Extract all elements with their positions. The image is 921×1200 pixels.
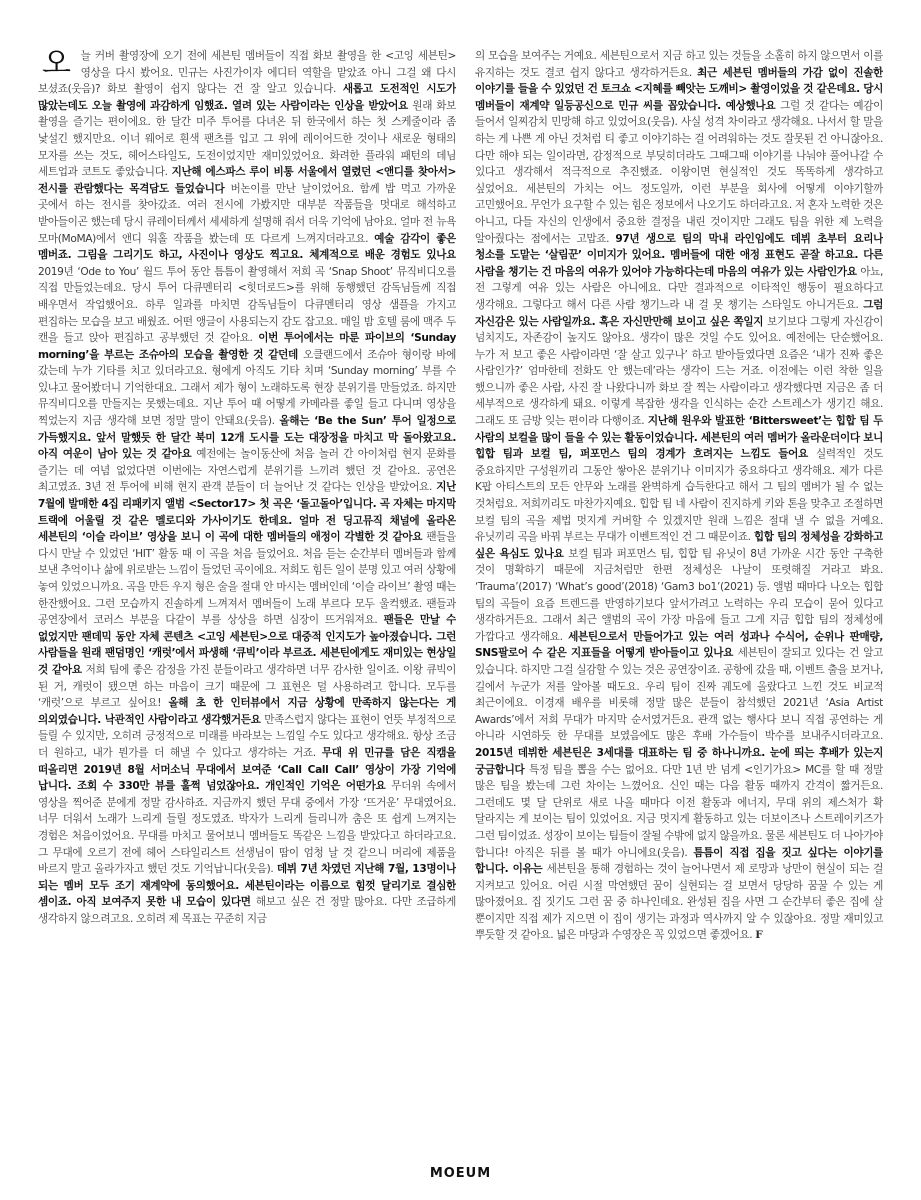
drop-cap: 오 — [42, 48, 71, 81]
interview-answer: 세븐틴을 통해 경험하는 것이 늘어나면서 제 로망과 낭만이 현실이 되는 걸 지켜보고 있어요. 어린 시절 막연했던 꿈이 실현되는 걸 보면서 당당하 꿈꿀 수 있는 게 많아졌어요. 집 짓기도 그런 꿈 중 하나인데요. 완성된 집을 사면 그 순간부터 좋은 집에 살 뿐이지만 직접 제가 지으면 이 집이 생기는 과정과 역사까지 알 수 있잖아요. 정말 재미있고 뿌듯할 것 같아요. 넓은 마당과 수영장은 꼭 있었으면 좋겠어요. — [475, 863, 883, 942]
interview-answer: 저희 팀에 좋은 감정을 가진 분들이라고 생각하면 너무 감사한 일이죠. 이왕 큐빅이 된 거, 캐럿이 됐으면 하는 마음이 크기 때문에 그 표현은 덜 사용하려고 합니다. 모두를 ‘캐럿’으로 부르고 싶어요! — [38, 663, 456, 710]
interview-question: 세븐틴으로서 만들어가고 있는 여러 성과나 수식어, 순위나 판매량, SNS팔로어 수 같은 지표들을 어떻게 받아들이고 있나요 — [475, 630, 883, 660]
interview-answer: 늘 커버 촬영장에 오기 전에 세븐틴 멤버들이 직접 화보 촬영을 한 <고잉 세븐틴> 영상을 다시 봤어요. 민규는 사진가이자 에디터 역할을 맡았죠 — [80, 50, 456, 79]
interview-answer: 보기보다 그렇게 자신감이 넘치지도, 자존감이 높지도 않아요. 생각이 많은 것일 수도 있어요. 예전에는 단순했어요. 누가 저 보고 좋은 사람이라면 ‘잘 살고 있구나’ 하고 받아들였다면 요즘은 ‘내가 진짜 좋은 사람인가?’ 엄마한테 전화도 안 했는데’라는 생각이 드는 거죠. 이전에는 이런 착한 일을 했으니까 좋은 사람, 사진 잘 나왔다니까 화보 잘 찍는 사람이라고 생각했다면 지금은 좀 더 세부적으로 생각하게 돼요. 이렇게 복잡한 생각을 인식하는 순간 스트레스가 생기긴 해요. 그래도 또 금방 잊는 편이라 다행이죠. — [475, 315, 883, 428]
interview-question: 데뷔 7년 차였던 지난해 7월, 13명이나 되는 멤버 모두 조기 재계약에 동의했어요. 세븐틴이라는 이름으로 힘껏 달리기로 결심한 셈이죠. 아직 보여주지 못한 내 모습이 있다면 — [38, 863, 456, 909]
interview-question: 최근 세븐틴 멤버들의 가감 없이 진솔한 이야기를 들을 수 있었던 건 토크쇼 <지혜를 빼앗는 도깨비> 촬영이었을 것 같은데요. 당시 멤버들이 재계약 일등공신으로 민규 씨를 꼽았습니다. 예상했나요 — [475, 66, 883, 112]
interview-question: 새롭고 도전적인 시도가 많았는데도 오늘 촬영에 과감하게 임했죠. 열려 있는 사람이라는 인상을 받았어요 — [38, 83, 456, 112]
interview-answer: 세븐틴이 잘되고 있다는 건 알고 있습니다. 하지만 그걸 실감할 수 있는 것은 공연장이죠. 공항에 갔을 때, 이벤트 출을 보거나, 길에서 누군가 저를 알아볼 때도요. 우리 팀이 진짜 궤도에 올랐다고 느낀 것도 비교적 최근이에요. 이경재 배우를 비롯해 정말 많은 분들이 참석했던 2021년 ‘Asia Artist Awards’에서 저희 무대가 마지막 순서였거든요. 관객 없는 행사다 보니 직접 공연하는 게 아니라 시연하듯 한 무대를 보였음에도 많은 후배 가수들이 박수를 보내주시더라고요. — [475, 647, 883, 743]
interview-question: 지난해 에스파스 루이 비통 서울에서 열렸던 <앤디를 찾아서> 전시를 관람했다는 목격담도 들었습니다 — [38, 166, 456, 195]
interview-question: 2015년 데뷔한 세븐틴은 3세대를 대표하는 팀 중 하나니까요. 눈에 띄는 후배가 있는지 궁금합니다 — [475, 746, 883, 776]
article-column-right — [475, 48, 883, 1166]
interview-answer: 무더위 속에서 영상을 찍어준 분에게 정말 감사하죠. 지금까지 했던 무대 중에서 가장 ‘뜨거운’ 무대였어요. 너무 더워서 노래가 느리게 들릴 정도였죠. 박자가 느리게 들리니까 춤은 또 쉽게 느껴지는 경험은 처음이었어요. 무대를 마치고 물어보니 멤버들도 똑같은 느낌을 받았다고 하더라고요. 그 무대에 오르기 전에 헤어 스타일리스트 선생님이 땀이 엄청 날 것 같으니 머리에 제품을 바르지 말고 올라가자고 했던 것도 기억납니다(웃음). — [38, 780, 456, 876]
interview-question: 97년 생으로 팀의 막내 라인임에도 데뷔 초부터 요리나 청소를 도맡는 ‘살림꾼’ 이미지가 있어요. 멤버들에 대한 애정 표현도 곧잘 하고요. 다른 사람을 챙기는 건 마음의 여유가 있어야 가능하다는데 마음의 여유가 있는 사람인가요 — [475, 232, 883, 278]
interview-answer: 보컬 팀과 퍼포먼스 팀, 힙합 팀 유닛이 8년 가까운 시간 동안 구축한 것이 명확하기 때문에 지금처럼만 한편 정체성은 나날이 또렷해질 거라고 봐요. ‘Trauma’(2017) ‘What’s good’(2018) ‘Gam3 bo1’(2021) 등. 앨범 때마다 나오는 힙합 팀의 곡들이 요즘 트렌드를 반영하기보다 앞서가려고 노력하는 우리 모습이 묻어 있다고 생각하거든요. 그래서 최근 앨범의 곡이 가장 마음에 들고 그게 지금 힙합 팀의 정체성에 가깝다고 생각해요. — [475, 547, 883, 643]
interview-answer: 원래 화보 촬영을 즐기는 편이에요. 한 달간 미주 투어를 다녀온 뒤 한국에서 하는 첫 스케줄이라 좀 낯설긴 했지만요. 이너 웨어로 흰색 팬츠를 입고 그 위에 레이어드한 것이나 새로운 형태의 모자를 쓰는 것도, 헤어스타일도, 도전이었지만 재미있었어요. 화려한 플라워 패턴의 데님 세트업과 코트도 좋았습니다. — [38, 99, 456, 179]
interview-question: 지난 7월에 발매한 4집 리패키지 앨범 <Sector17> 첫 곡은 ‘돌고돌아’입니다. 곡 자체는 마지막 트랙에 어울릴 것 같은 멜로디와 가사이기도 한데요. 얼마 전 딩고뮤직 채널에 올라온 세븐틴의 ‘이슬 라이브’ 영상을 보니 이 곡에 대한 멤버들의 애정이 각별한 것 같아요 — [38, 481, 456, 544]
interview-question: 지난해 원우와 발표한 ‘Bittersweet’는 힙합 팀 두 사람의 보컬을 많이 들을 수 있는 활동이었습니다. 세븐틴의 여러 멤버가 올라운더이다 보니 힙합 팀과 보컬 팀, 퍼포먼스 팀의 경계가 흐려지는 느낌도 들어요 — [475, 415, 883, 461]
end-mark: F — [755, 929, 763, 942]
interview-answer: 만족스럽지 않다는 표현이 언뜻 부정적으로 들릴 수 있지만, 오히려 긍정적으로 미래를 바라보는 느낌일 수도 있다고 생각해요. 항상 조금 더 원하고, 내가 뭔가를 더 해낼 수 있다고 생각하는 거죠. — [38, 713, 456, 759]
interview-answer: 버논이를 만난 날이었어요. 함께 밥 먹고 가까운 곳에서 하는 전시를 찾아갔죠. 여러 전시에 가봤지만 대부분 작품들을 멋대로 해석하고 받아들이곤 했는데 당시 큐레이터께서 세세하게 설명해 줘서 더욱 기억에 남아요. 얼마 전 뉴욕 모마(MoMA)에서 앤디 워홀 작품을 봤는데 또 다르게 느껴지더라고요. — [38, 182, 456, 245]
interview-question: 예술 감각이 좋은 멤버죠. 그림을 그리기도 하고, 사진이나 영상도 찍고요. 체계적으로 배운 경험도 있나요 — [38, 232, 456, 262]
interview-question: 틈틈이 직접 집을 짓고 싶다는 이야기를 합니다. 이유는 — [475, 846, 883, 876]
interview-answer: 특정 팀을 뽑을 수는 없어요. 다만 1년 반 넘게 <인기가요> MC를 할 때 정말 많은 팀을 봤는데 그런 차이는 느꼈어요. 신인 때는 다음 활동 때까지 간격이 짧거든요. 그런데도 몇 달 단위로 새로 나올 때마다 이전 활동과 에너지, 무대 위의 제스처가 확 달라지는 게 보이는 팀이 있었어요. 지금 멋지게 활동하고 있는 더보이즈나 스트레이키즈가 그런 팀이었죠. 성장이 보이는 팀들이 잘될 수밖에 없지 않을까요. 물론 세븐틴도 더 나아가야 합니다! 아직은 뒤를 볼 때가 아니에요(웃음). — [475, 763, 883, 859]
interview-question: 올해 초 한 인터뷰에서 지금 상황에 만족하지 않는다는 게 의외였습니다. 낙관적인 사람이라고 생각했거든요 — [38, 697, 456, 726]
interview-question: 이번 투어에서는 마룬 파이브의 ‘Sunday morning’을 부르는 조슈아의 모습을 촬영한 것 같던데 — [38, 332, 456, 361]
interview-question: 팬들은 만날 수 없었지만 팬데믹 동안 자체 콘텐츠 <고잉 세븐틴>으로 대중적 인지도가 높아졌습니다. 그런 사람들을 원래 팬덤명인 ‘캐럿’에서 파생해 ‘큐빅’이라 부르죠. 세븐틴에게도 재미있는 현상일 것 같아요 — [38, 614, 456, 676]
interview-question: 그럼 자신감은 있는 사람일까요. 혹은 자신만만해 보이고 싶은 쪽일지 — [475, 298, 883, 328]
interview-answer: 아뇨, 전 그렇게 여유 있는 사람은 아니에요. 다만 결과적으로 이타적인 행동이 필요하다고 생각해요. 그렇다고 해서 다른 사람 챙기느라 내 걸 못 챙기는 스타일도 아니거든요. — [475, 265, 883, 311]
interview-answer: 의 모습을 보여주는 거예요. 세븐틴으로서 지금 하고 있는 것들을 소홀히 하지 않으면서 이를 유지하는 것도 결코 쉽지 않다고 생각하거든요. — [475, 50, 883, 79]
interview-question: 올해는 ‘Be the Sun’ 투어 일정으로 가득했지요. 앞서 말했듯 한 달간 북미 12개 도시를 도는 대장정을 마치고 막 돌아왔고요. 아직 여운이 남아 있는 것 같아요 — [38, 415, 456, 461]
interview-answer: 오클랜드에서 조슈아 형이랑 바에 갔는데 누가 기타를 치고 있더라고요. 형에게 아직도 기타 치며 ‘Sunday morning’ 부를 수 있냐고 물어봤더니 기억한대요. 그래서 제가 형이 노래하도록 현장 분위기를 만들었죠. 하지만 뮤직비디오를 만들지는 못했는데요. 지난 투어 때 어떻게 카메라를 좋일 들고 다니며 영상을 찍었는지 지금 생각해 보면 정말 말이 안돼요(웃음). — [38, 348, 456, 428]
interview-answer: 해보고 싶은 건 정말 많아요. 다만 조급하게 생각하지 않으려고요. 오히려 제 목표는 꾸준히 지금 — [38, 896, 456, 925]
interview-question: 무대 위 민규를 담은 직캠을 떠올리면 2019년 8월 서머소닉 무대에서 보여준 ‘Call Call Call’ 영상이 가장 기억에 납니다. 조회 수 330만 뷰를 훌쩍 넘었잖아요. 개인적인 기억은 어떤가요 — [38, 746, 456, 793]
footer-brand-logo: MOEUM — [429, 1166, 492, 1181]
interview-answer: 아니 그걸 왜 다시 보셨죠(웃음)? 화보 촬영이 쉽지 않다는 건 잘 알고 있습니다. — [38, 66, 456, 96]
article-column-left — [38, 48, 456, 1166]
interview-question: 힙합 팀의 정체성을 강화하고 싶은 욕심도 있나요 — [475, 531, 883, 560]
interview-answer: 2019년 ‘Ode to You’ 월드 투어 동안 틈틈이 촬영해서 저희 곡 ‘Snap Shoot’ 뮤직비디오를 직접 만들었는데요. 당시 투어 다큐멘터리 <힛더로드>를 위해 동행했던 감독님들께 직접 배우면서 작업했어요. 하루 일과를 마치면 감독님들이 다큐멘터리 영상 샘플을 가지고 편집하는 모습을 보고 배웠죠. 어떤 앵글이 사용되는지 감도 잡고요. 매일 밤 호텔 룸에 맥주 두 캔을 들고 앉아 편집하고 공부했던 것 같아요. — [38, 265, 456, 345]
interview-answer: 실력적인 것도 중요하지만 구성원끼리 그동안 쌓아온 분위기나 이미지가 중요하다고 생각해요. 제가 다른 K팝 아티스트의 모든 안무와 노래를 완벽하게 습득한다고 해서 그 팀의 멤버가 될 수 없는 것처럼요. 저희끼리도 마찬가지예요. 힙합 팀 네 사람이 진지하게 키와 톤을 맞추고 조절하면 보컬 팀의 곡을 제법 멋지게 커버할 수 있겠지만 원래 느낌은 절대 낼 수 없을 거예요. 유닛끼리 곡을 바꿔 부르는 무대가 이벤트적인 건 그 때문이죠. — [475, 448, 883, 544]
interview-answer: 예전에는 놀이동산에 처음 놀러 간 아이처럼 현지 문화를 즐기는 데 여념 없었다면 이번에는 자연스럽게 분위기를 느끼려 했던 것 같아요. 공연은 최고였죠. 3년 전 투어에 비해 현지 관객 분들이 더 늘어난 것 같다는 인상을 받았어요. — [38, 448, 456, 494]
interview-answer: 그럴 것 같다는 예감이 들어서 일찌감치 민망해 하고 있었어요(웃음). 사실 성격 차이라고 생각해요. 나서서 할 말을 하는 게 나쁜 게 아닌 것처럼 티 좋고 이야기하는 걸 어려워하는 것도 잘못된 건 아니잖아요. 다만 해야 되는 일이라면, 감정적으로 부딪히더라도 그때그때 이야기를 나눠야 풀어나갈 수 있다고 생각해서 적극적으로 추진했죠. 이왕이면 현실적인 것도 똑똑하게 생각하고 싶었어요. 세븐틴의 가치는 어느 정도일까, 이런 부분을 회사에 어떻게 이야기할까 고민했어요. 무언가 요구할 수 있는 힘은 정보에서 나오기도 하더라고요. 저 혼자 노력한 것은 아니고, 다들 자신의 인생에서 중요한 결정을 내린 것이지만 그래도 팀을 위한 제 노력을 알아줬다는 점에서는 고맙죠. — [475, 99, 883, 245]
interview-answer: 팬들을 다시 만날 수 있었던 ‘HIT’ 활동 때 이 곡을 처음 들었어요. 처음 듣는 순간부터 멤버들과 함께 보낸 추억이나 삶에 위로받는 느낌이 들었던 곡이에요. 저희도 힘든 일이 분명 있고 여러 상황에 놓여 있었으니까요. 곡을 만든 우지 형은 술을 절대 안 마시는 멤버인데 ‘이슬 라이브’ 촬영 때는 한잔했어요. 그런 모습까지 진솔하게 느껴져서 멤버들이 노래 부르다 모두 울컥했죠. 팬들과 공연장에서 코러스 부분을 다같이 부를 상상을 하면 심장이 뜨거워져요. — [38, 531, 456, 627]
